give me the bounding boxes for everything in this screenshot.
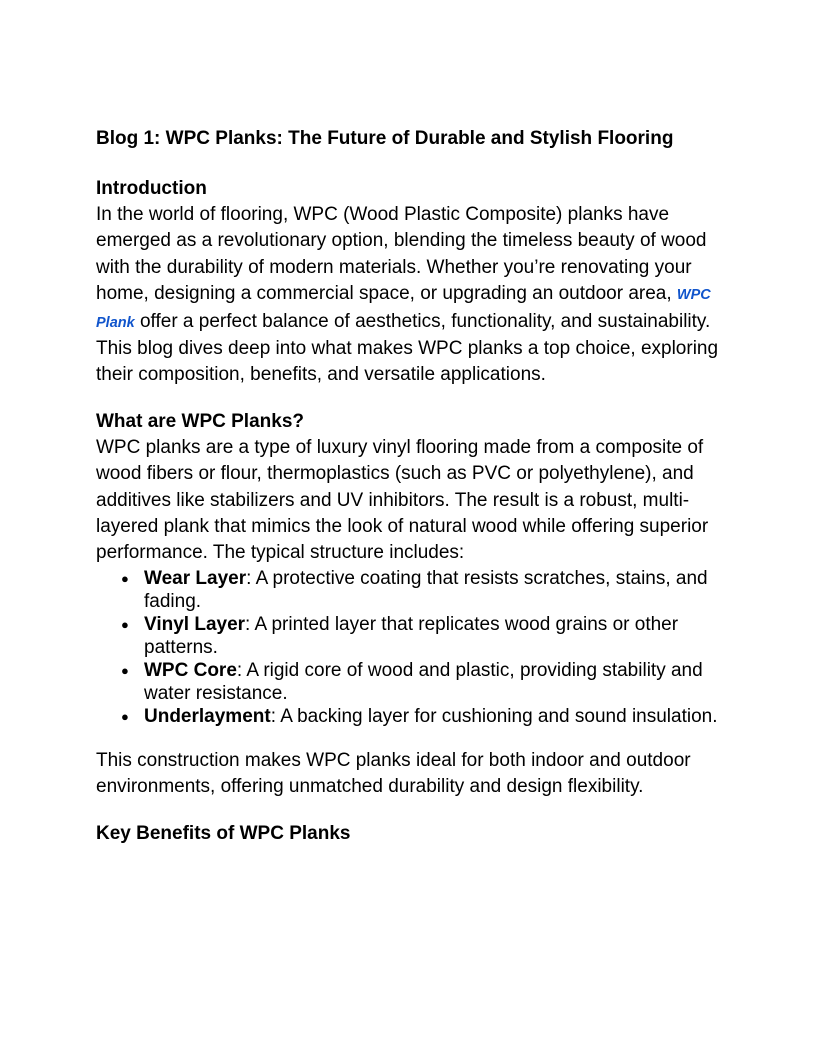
- list-item-desc: : A rigid core of wood and plastic, providing stability and water resistance.: [144, 659, 703, 704]
- layer-list: [96, 567, 720, 728]
- intro-text-end: offer a perfect balance of aesthetics, functionality, and sustainability. This blog dives deep into what makes WPC planks a top choice, exploring their composition, benefits, and versatile applications.: [96, 310, 719, 386]
- list-item-desc: : A printed layer that replicates wood grains or other patterns.: [144, 613, 679, 658]
- list-item: [121, 613, 720, 659]
- bullet-icon: ●: [121, 570, 129, 586]
- list-item-term: Wear Layer: [144, 567, 247, 589]
- list-item-term: Vinyl Layer: [144, 613, 246, 635]
- list-item: [121, 659, 720, 705]
- intro-paragraph: [96, 202, 720, 389]
- list-item: [121, 705, 720, 728]
- list-item-desc: : A protective coating that resists scratches, stains, and fading.: [144, 567, 708, 612]
- wpc-plank-link[interactable]: WPC Plank: [96, 287, 711, 331]
- list-item-term: WPC Core: [144, 659, 237, 681]
- benefits-heading: Key Benefits of WPC Planks: [96, 822, 351, 844]
- intro-heading: Introduction: [96, 178, 207, 199]
- document-page: [96, 126, 720, 847]
- list-item: [121, 567, 720, 613]
- what-heading: What are WPC Planks?: [96, 410, 304, 432]
- bullet-icon: ●: [121, 708, 129, 724]
- intro-text-start: In the world of flooring, WPC (Wood Plastic Composite) planks have emerged as a revolutionary option, blending the timeless beauty of wood with the durability of modern materials. Whether you’re renovating your home, designing a commercial space, or upgrading an outdoor area,: [96, 204, 707, 305]
- what-paragraph: WPC planks are a type of luxury vinyl flooring made from a composite of wood fibers or flour, thermoplastics (such as PVC or polyethylene), and additives like stabilizers and UV inhibitors. The result is a robust, multi-layered plank that mimics the look of natural wood while offering superior performance. The typical structure includes:: [96, 436, 709, 564]
- bullet-icon: ●: [121, 616, 129, 632]
- list-item-desc: : A backing layer for cushioning and sound insulation.: [270, 705, 718, 727]
- blog-title: Blog 1: WPC Planks: The Future of Durable and Stylish Flooring: [96, 128, 674, 149]
- bullet-icon: ●: [121, 662, 129, 678]
- list-item-term: Underlayment: [144, 705, 271, 727]
- closing-paragraph: This construction makes WPC planks ideal for both indoor and outdoor environments, offering unmatched durability and design flexibility.: [96, 749, 691, 798]
